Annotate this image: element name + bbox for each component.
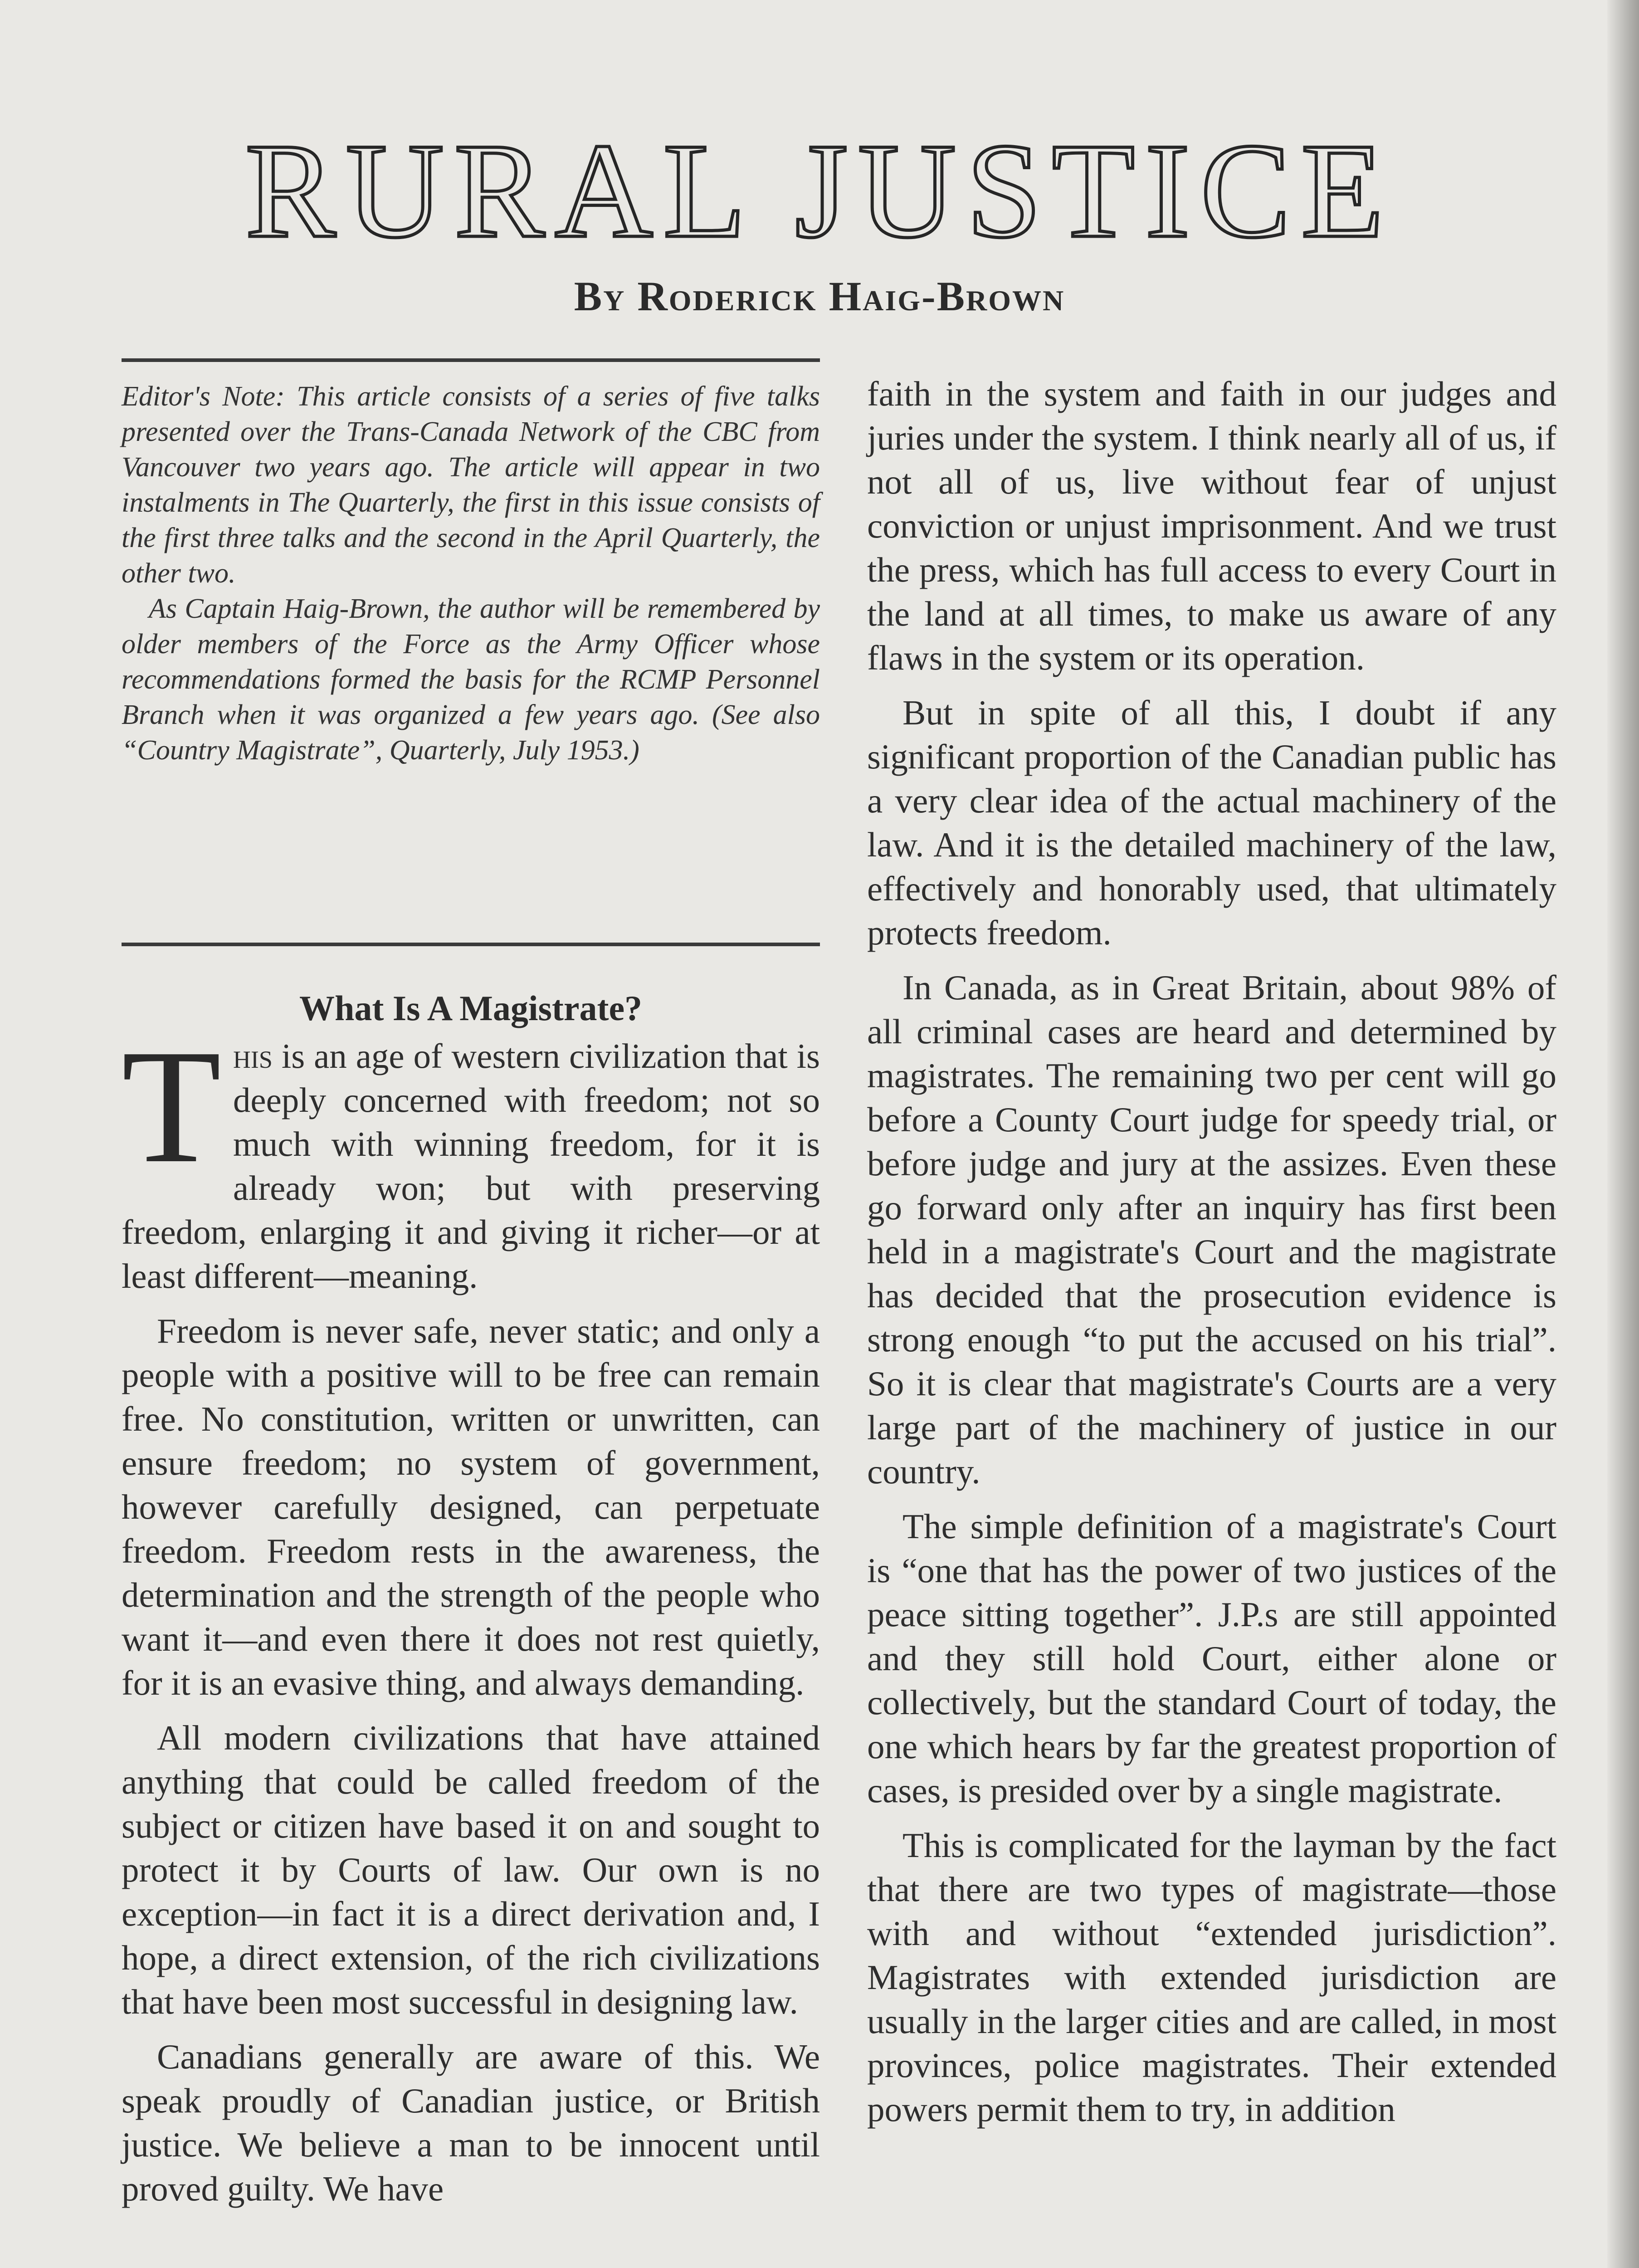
section-heading: What Is A Magistrate? — [299, 988, 643, 1028]
body-paragraph-text: is an age of western civilization that is deeply concerned with freedom; not so much with winning freedom, for it is already won; but with preserving freedom, enlarging it and giving it richer—or at least different—meaning. — [122, 1036, 820, 1295]
article-title-text: RURAL JUSTICE — [245, 115, 1394, 266]
body-paragraph: This is complicated for the layman by the fact that there are two types of magistrate—those with and without “extended jurisdiction”. Magistrates with extended jurisdiction are usually in the larger cities and are called, in most provinces, police magistrates. Their extended powers permit them to try, in addition — [867, 1826, 1556, 2129]
right-column — [867, 372, 1556, 2142]
body-paragraph: All modern civilizations that have attained anything that could be called freedom of the subject or citizen have based it on and sought to protect it by Courts of law. Our own is no exception—in fact it is a direct derivation and, I hope, a direct extension, of the rich civilizations that have been most successful in designing law. — [122, 1718, 820, 2021]
body-paragraph: faith in the system and faith in our judges and juries under the system. I think nearly all of us, if not all of us, live without fear of unjust conviction or unjust imprisonment. And we trust the press, which has full access to every Court in the land at all times, to make us aware of any flaws in the system or its operation. — [867, 374, 1556, 677]
article-byline: By Roderick Haig-Brown — [574, 273, 1065, 319]
editor-note — [122, 379, 820, 768]
body-paragraph — [122, 1016, 820, 1298]
editor-note-top-rule — [122, 358, 820, 362]
left-column — [122, 1016, 820, 2222]
body-paragraph: Freedom is never safe, never static; and only a people with a positive will to be free can remain free. No constitution, written or unwritten, can ensure freedom; no system of government, however carefully designed, can perpetuate freedom. Freedom rests in the awareness, the determination and the strength of the people who want it—and even there it does not rest quietly, for it is an evasive thing, and always demanding. — [122, 1311, 820, 1702]
page-edge — [1607, 0, 1639, 2268]
editor-note-paragraph: As Captain Haig-Brown, the author will be remembered by older members of the Force as the Army Officer whose recommendations formed the basis for the RCMP Personnel Branch when it was organized a few years ago. (See also “Country Magistrate”, Quarterly, July 1953.) — [122, 593, 820, 766]
body-paragraph: In Canada, as in Great Britain, about 98% of all criminal cases are heard and determined by magistrates. The remaining two per cent will go before a County Court judge for speedy trial, or before judge and jury at the assizes. Even these go forward only after an inquiry has first been held in a magistrate's Court and the magistrate has decided that the prosecution evidence is strong enough “to put the accused on his trial”. So it is clear that magistrate's Courts are a very large part of the machinery of justice in our country. — [867, 968, 1556, 1491]
body-paragraph: But in spite of all this, I doubt if any significant proportion of the Canadian public has a very clear idea of the actual machinery of the law. And it is the detailed machinery of the law, effectively and honorably used, that ultimately protects freedom. — [867, 693, 1556, 952]
body-paragraph: Canadians generally are aware of this. We speak proudly of Canadian justice, or British justice. We believe a man to be innocent until proved guilty. We have — [122, 2037, 820, 2208]
drop-cap-continuation: his — [233, 1036, 273, 1075]
article-title — [0, 115, 1639, 266]
drop-cap: T — [122, 1016, 221, 1197]
editor-note-paragraph: Editor's Note: This article consists of a series of five talks presented over the Trans-Canada Network of the CBC from Vancouver two years ago. The article will appear in two instalments in The Quarterly, the first in this issue consists of the first three talks and the second in the April Quarterly, the other two. — [122, 381, 820, 589]
body-paragraph: The simple definition of a magistrate's Court is “one that has the power of two justices of the peace sitting together”. J.P.s are still appointed and they still hold Court, either alone or collectively, but the standard Court of today, the one which hears by far the greatest proportion of cases, is presided over by a single magistrate. — [867, 1507, 1556, 1810]
editor-note-bottom-rule — [122, 943, 820, 946]
